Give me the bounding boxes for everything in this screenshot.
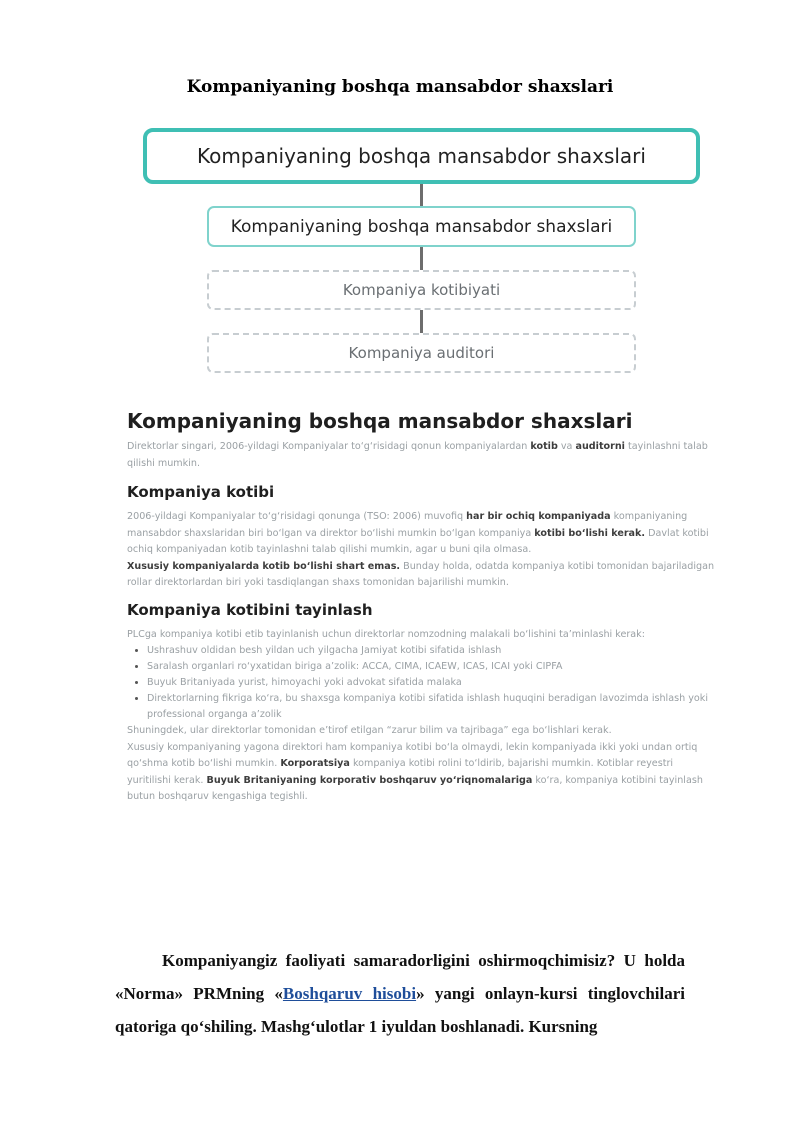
course-promo-paragraph — [115, 944, 685, 1043]
diagram-top-box: Kompaniyaning boshqa mansabdor shaxslari — [143, 128, 700, 184]
paragraph-text: Davlat kotibi ochiq kompaniyadan kotib tayinlashni talab qilishi mumkin, agar u buni qila olmasa. — [127, 527, 709, 555]
info-heading: Kompaniyaning boshqa mansabdor shaxslari — [127, 409, 633, 433]
diagram-secretariat-box: Kompaniya kotibiyati — [207, 270, 636, 310]
qualification-list — [127, 643, 717, 723]
paragraph-bold: Buyuk Britaniyaning korporativ boshqaruv yo‘riqnomalariga — [206, 774, 533, 786]
secretary-paragraph — [127, 509, 717, 559]
paragraph-text: Bunday holda, odatda kompaniya kotibi tomonidan bajariladigan rollar direktorlardan biri yoki tasdiqlangan shaxs tomonidan bajarilishi mumkin. — [127, 560, 715, 588]
diagram-mid-box: Kompaniyaning boshqa mansabdor shaxslari — [207, 206, 636, 247]
section-heading-appointment: Kompaniya kotibini tayinlash — [127, 600, 373, 619]
diagram-auditor-box: Kompaniya auditori — [207, 333, 636, 373]
paragraph-text: ko‘ra, kompaniya kotibini tayinlash butun boshqaruv kengashiga tegishli. — [127, 774, 703, 802]
paragraph-text: kompaniya kotibi rolini to‘ldirib, bajarishi mumkin. Kotiblar reyestri yuritilishi kerak. — [127, 758, 674, 786]
promo-text: Kompaniyangiz faoliyati samaradorligini oshirmoqchimisiz? U holda «Norma» PRMning « — [115, 951, 685, 1003]
appointment-intro: PLCga kompaniya kotibi etib tayinlanish uchun direktorlar nomzodning malakali bo‘lishini ta’minlashi kerak: — [127, 628, 645, 640]
list-item: • Direktorlarning fikriga ko‘ra, bu shaxsga kompaniya kotibi sifatida ishlash huquqini beradigan lavozimda ishlash yoki professional organga a’zolik — [147, 691, 717, 723]
intro-bold: auditorni — [575, 441, 625, 452]
intro-text: va — [557, 441, 576, 452]
diagram-connector — [420, 310, 423, 333]
joint-secretary-paragraph — [127, 740, 717, 806]
org-diagram — [0, 124, 800, 384]
section-heading-secretary: Kompaniya kotibi — [127, 483, 275, 501]
paragraph-bold: Korporatsiya — [280, 758, 350, 769]
promo-text: » yangi onlayn-kursi tinglovchilari qatoriga qo‘shiling. Mashg‘ulotlar 1 iyuldan boshlanadi. Kursning — [115, 984, 685, 1036]
info-graphic — [127, 409, 717, 806]
paragraph-text: Xususiy kompaniyaning yagona direktori ham kompaniya kotibi bo‘la olmaydi, lekin kompaniyada ikki yoki undan ortiq qo‘shma kotib bo‘lishi mumkin. — [127, 741, 698, 769]
intro-text: Direktorlar singari, 2006-yildagi Kompaniyalar to‘g‘risidagi qonun kompaniyalardan — [127, 441, 531, 452]
course-link[interactable]: Boshqaruv hisobi — [282, 984, 417, 1003]
private-company-paragraph — [127, 559, 717, 592]
intro-bold: kotib — [530, 441, 558, 452]
paragraph-bold: kotibi bo‘lishi kerak. — [534, 527, 646, 539]
list-item: • Saralash organlari ro‘yxatidan biriga a’zolik: ACCA, CIMA, ICAEW, ICAS, ICAI yoki CIPFA — [147, 659, 717, 675]
paragraph-bold: har bir ochiq kompaniyada — [466, 511, 611, 522]
diagram-connector — [420, 247, 423, 270]
paragraph-bold: Xususiy kompaniyalarda kotib bo‘lishi shart emas. — [127, 560, 401, 572]
list-item: • Buyuk Britaniyada yurist, himoyachi yoki advokat sifatida malaka — [147, 675, 717, 691]
paragraph-text: 2006-yildagi Kompaniyalar to‘g‘risidagi qonunga (TSO: 2006) muvofiq — [127, 511, 467, 522]
info-intro — [127, 439, 717, 472]
list-item: • Ushrashuv oldidan besh yildan uch yilgacha Jamiyat kotibi sifatida ishlash — [147, 643, 717, 659]
paragraph-text: kompaniyaning mansabdor shaxslaridan biri bo‘lgan va direktor bo‘lishi mumkin bo‘lgan kompaniya — [127, 511, 688, 539]
document-title: Kompaniyaning boshqa mansabdor shaxslari — [186, 77, 614, 97]
knowledge-paragraph: Shuningdek, ular direktorlar tomonidan e’tirof etilgan “zarur bilim va tajribaga” ega bo‘lishlari kerak. — [127, 725, 612, 736]
diagram-connector — [420, 184, 423, 206]
intro-text: tayinlashni talab qilishi mumkin. — [127, 441, 708, 469]
